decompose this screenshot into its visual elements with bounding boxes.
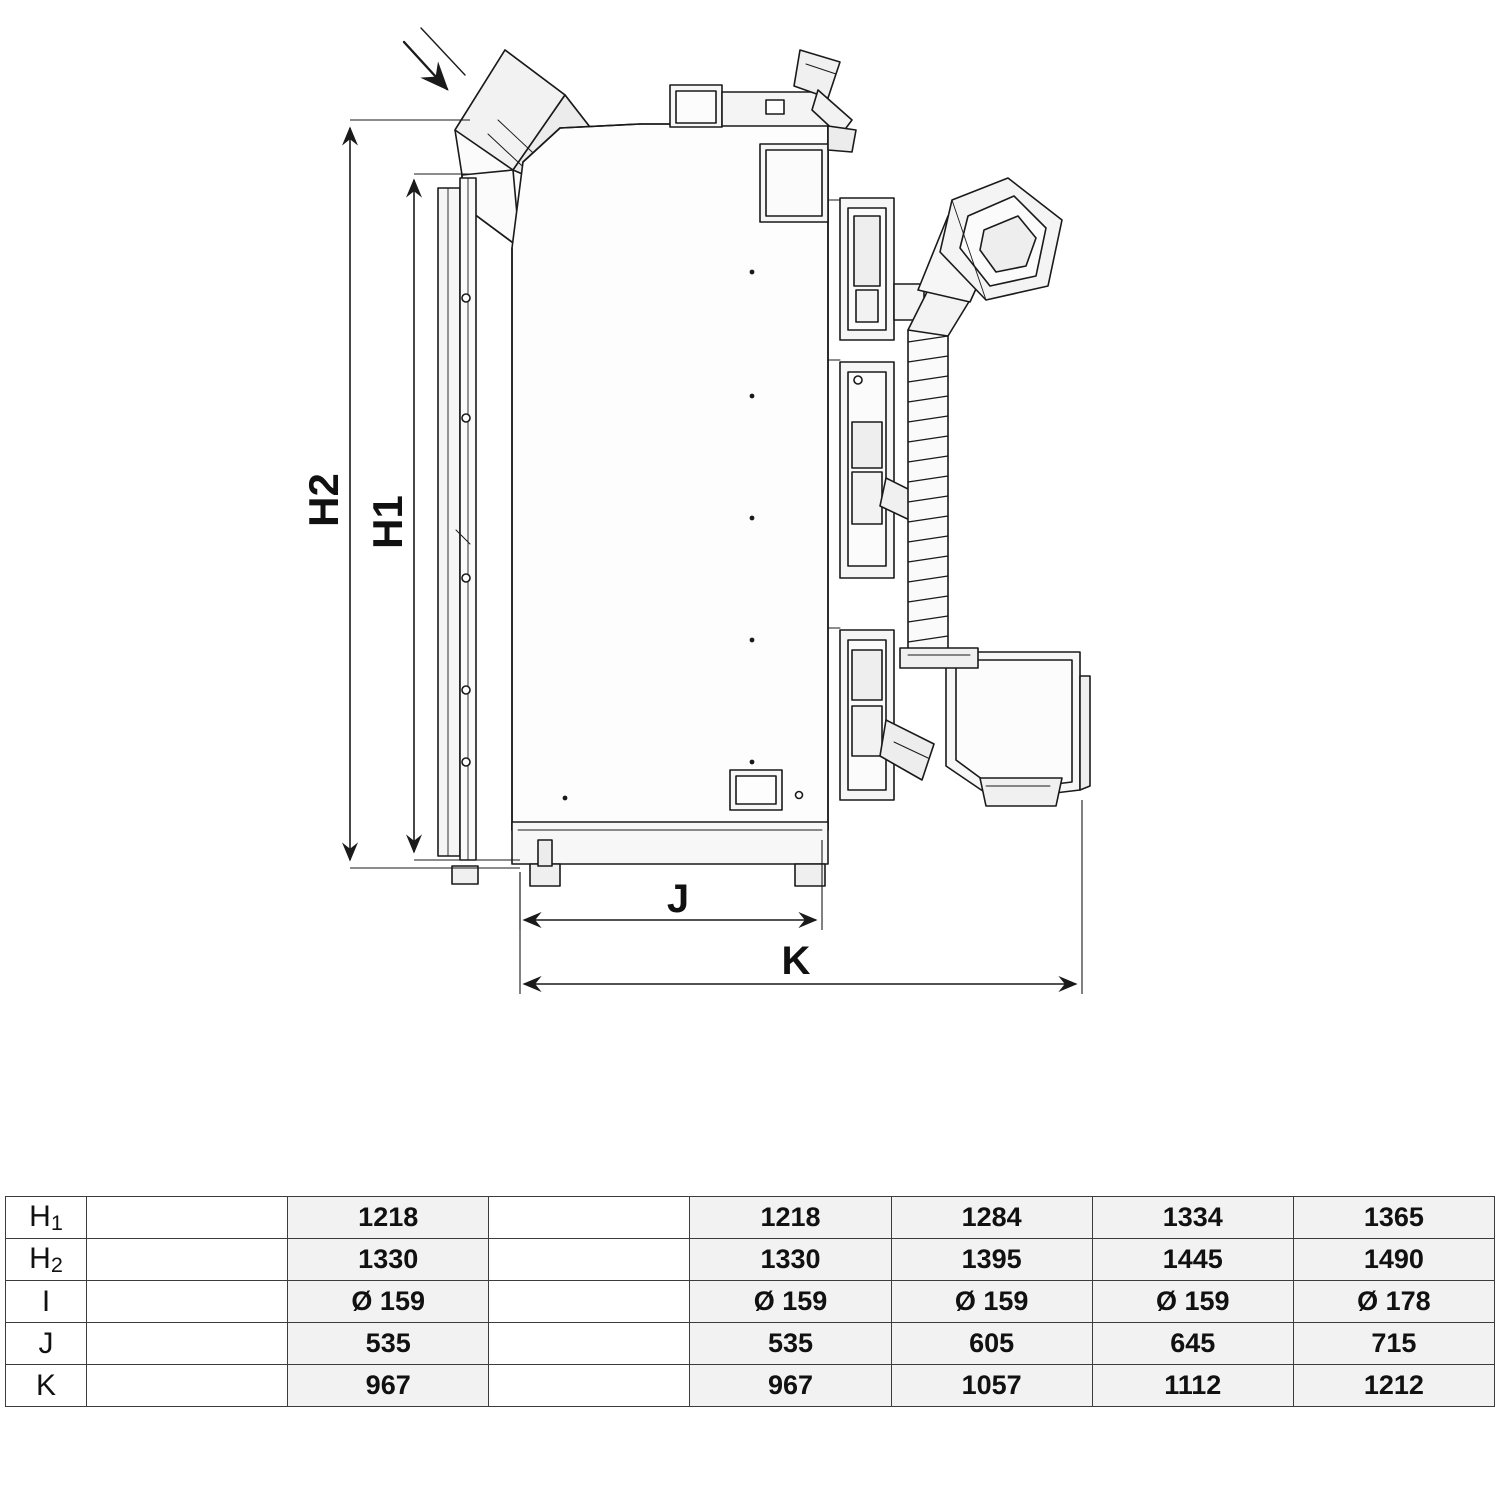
cell-i-3: Ø 159 xyxy=(891,1281,1092,1323)
cell-j-1: 535 xyxy=(288,1323,489,1365)
spacer-cell xyxy=(489,1197,690,1239)
cell-h1-2: 1218 xyxy=(690,1197,891,1239)
cell-j-2: 535 xyxy=(690,1323,891,1365)
row-key-j: J xyxy=(6,1323,87,1365)
cell-k-2: 967 xyxy=(690,1365,891,1407)
dimensions-table xyxy=(5,1196,1495,1407)
row-key-h2-subscript: 2 xyxy=(50,1251,63,1277)
dimensions-table-body xyxy=(6,1197,1495,1407)
spacer-cell xyxy=(489,1323,690,1365)
dimension-label-h1: H1 xyxy=(364,495,411,549)
row-key-k: K xyxy=(6,1365,87,1407)
row-key-i: I xyxy=(6,1281,87,1323)
spacer-cell xyxy=(489,1281,690,1323)
row-key-h1-subscript: 1 xyxy=(50,1209,63,1235)
cell-h2-5: 1490 xyxy=(1293,1239,1494,1281)
table-row xyxy=(6,1197,1495,1239)
cell-k-3: 1057 xyxy=(891,1365,1092,1407)
feeder-box xyxy=(900,648,1090,806)
table-row xyxy=(6,1365,1495,1407)
row-key-h2: H2 xyxy=(6,1239,87,1281)
cell-j-3: 605 xyxy=(891,1323,1092,1365)
row-key-h1: H1 xyxy=(6,1197,87,1239)
spacer-cell xyxy=(489,1239,690,1281)
spacer-cell xyxy=(489,1365,690,1407)
cell-i-2: Ø 159 xyxy=(690,1281,891,1323)
dimension-label-k: K xyxy=(781,939,811,983)
cell-i-1: Ø 159 xyxy=(288,1281,489,1323)
cell-k-4: 1112 xyxy=(1092,1365,1293,1407)
cell-h1-4: 1334 xyxy=(1092,1197,1293,1239)
boiler-body xyxy=(512,50,856,830)
cell-k-1: 967 xyxy=(288,1365,489,1407)
table-row xyxy=(6,1323,1495,1365)
cell-h2-3: 1395 xyxy=(891,1239,1092,1281)
table-row xyxy=(6,1239,1495,1281)
spacer-cell xyxy=(87,1239,288,1281)
dimension-label-j: J xyxy=(666,877,690,921)
spacer-cell xyxy=(87,1323,288,1365)
cell-h2-1: 1330 xyxy=(288,1239,489,1281)
cell-h1-3: 1284 xyxy=(891,1197,1092,1239)
dimension-label-h2: H2 xyxy=(300,473,347,527)
spacer-cell xyxy=(87,1281,288,1323)
left-rail xyxy=(438,178,478,884)
spacer-cell xyxy=(87,1365,288,1407)
cell-h2-4: 1445 xyxy=(1092,1239,1293,1281)
cell-h1-1: 1218 xyxy=(288,1197,489,1239)
cell-h1-5: 1365 xyxy=(1293,1197,1494,1239)
cell-j-5: 715 xyxy=(1293,1323,1494,1365)
table-row xyxy=(6,1281,1495,1323)
cell-i-5: Ø 178 xyxy=(1293,1281,1494,1323)
cell-i-4: Ø 159 xyxy=(1092,1281,1293,1323)
spacer-cell xyxy=(87,1197,288,1239)
cell-j-4: 645 xyxy=(1092,1323,1293,1365)
cell-k-5: 1212 xyxy=(1293,1365,1494,1407)
cell-h2-2: 1330 xyxy=(690,1239,891,1281)
